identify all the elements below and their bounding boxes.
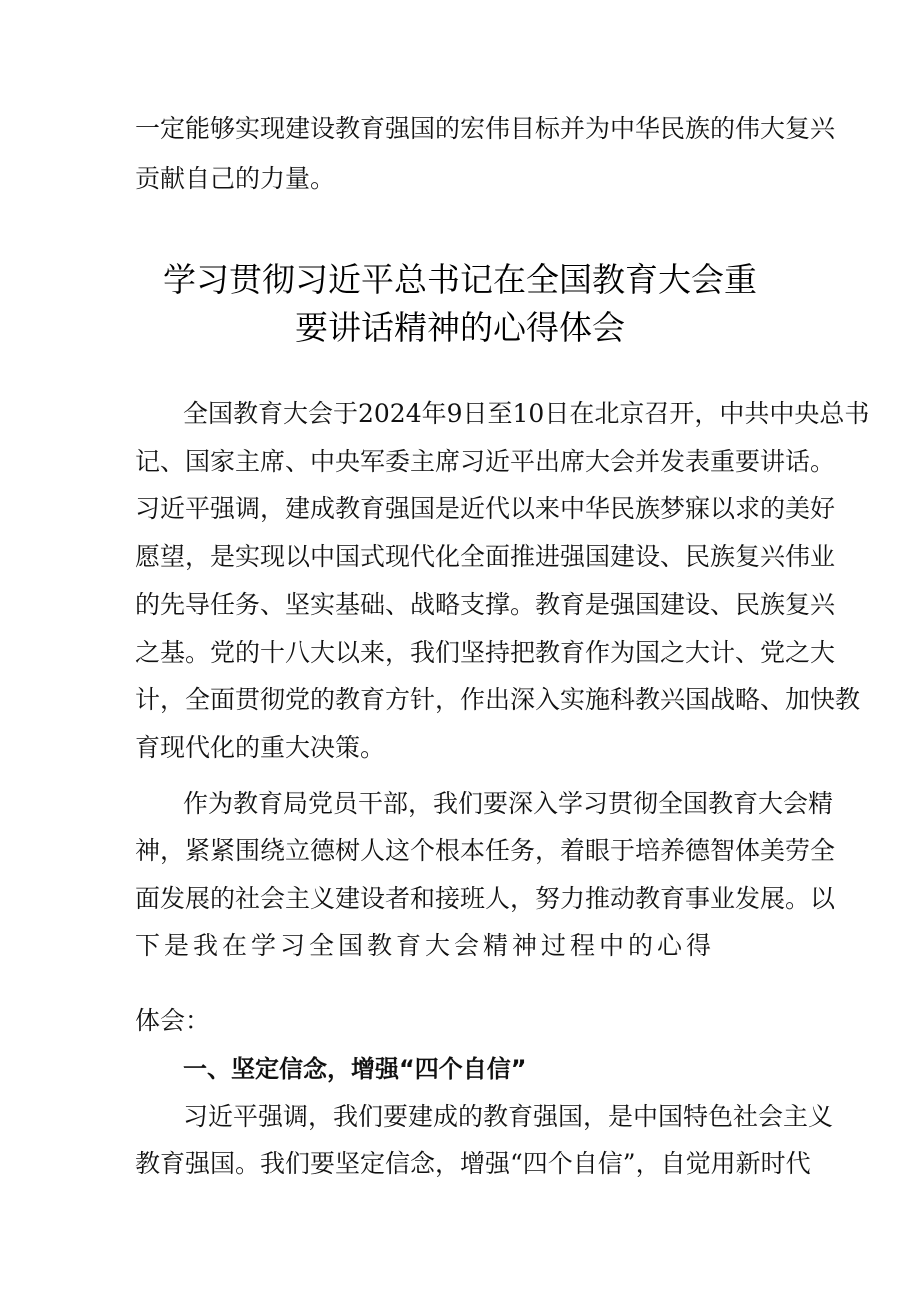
body-text-line: 下是我在学习全国教育大会精神过程中的心得: [135, 931, 716, 960]
body-text-line: 教育强国。我们要坚定信念，增强“四个自信”，自觉用新时代: [135, 1149, 811, 1178]
body-text-line: 记、国家主席、中央军委主席习近平出席大会并发表重要讲话。: [135, 447, 836, 476]
body-text-line: 计，全面贯彻党的教育方针，作出深入实施科教兴国战略、加快教: [135, 685, 861, 714]
body-text-line: 体会：: [135, 1006, 211, 1035]
document-title-line: 要讲话精神的心得体会: [295, 308, 625, 347]
section-heading: 一、坚定信念，增强“四个自信”: [183, 1055, 527, 1083]
body-text-line: 的先导任务、坚实基础、战略支撑。教育是强国建设、民族复兴: [135, 590, 836, 619]
document-title-line: 学习贯彻习近平总书记在全国教育大会重: [163, 260, 757, 299]
body-text-line: 作为教育局党员干部，我们要深入学习贯彻全国教育大会精: [183, 789, 834, 818]
body-text-line: 一定能够实现建设教育强国的宏伟目标并为中华民族的伟大复兴: [135, 114, 836, 143]
body-text-line: 贡献自己的力量。: [135, 164, 336, 193]
body-text-line: 习近平强调，我们要建成的教育强国，是中国特色社会主义: [183, 1102, 834, 1131]
body-text-line: 习近平强调，建成教育强国是近代以来中华民族梦寐以求的美好: [135, 494, 836, 523]
body-text-line: 全国教育大会于2024年9日至10日在北京召开，中共中央总书: [183, 399, 870, 428]
body-text-line: 之基。党的十八大以来，我们坚持把教育作为国之大计、党之大: [135, 638, 836, 667]
body-text-line: 愿望，是实现以中国式现代化全面推进强国建设、民族复兴伟业: [135, 542, 836, 571]
body-text-line: 神，紧紧围绕立德树人这个根本任务，着眼于培养德智体美劳全: [135, 836, 836, 865]
body-text-line: 育现代化的重大决策。: [135, 733, 386, 762]
body-text-line: 面发展的社会主义建设者和接班人，努力推动教育事业发展。以: [135, 884, 836, 913]
